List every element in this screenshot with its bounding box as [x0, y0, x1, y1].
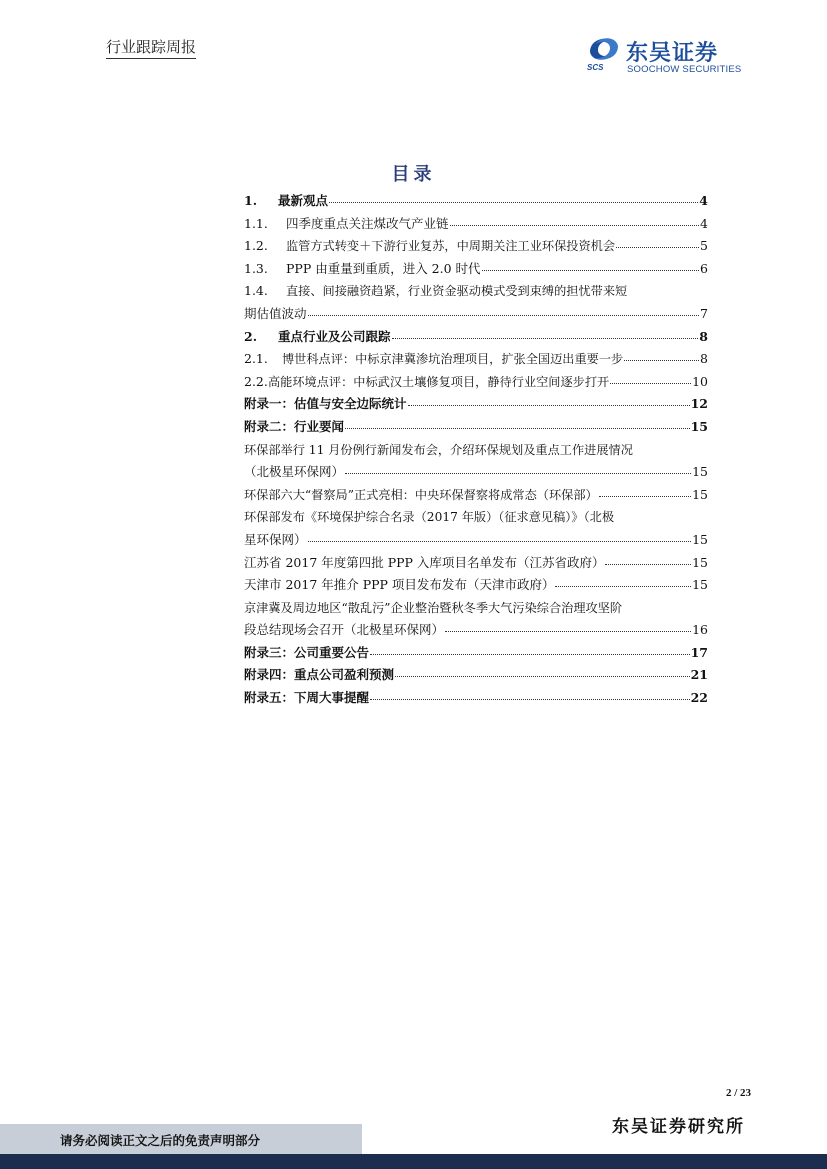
toc-entry[interactable]	[244, 506, 708, 529]
toc-leader-dots	[482, 270, 700, 271]
logo-english-name: SOOCHOW SECURITIES	[627, 64, 742, 75]
toc-leader-dots	[345, 428, 690, 429]
footer-disclaimer: 请务必阅读正文之后的免责声明部分	[60, 1133, 261, 1148]
toc-leader-dots	[395, 676, 690, 677]
toc-entry-number: 1.2.	[244, 238, 268, 254]
toc-entry-number: 1.	[244, 193, 258, 208]
toc-leader-dots	[370, 699, 690, 700]
toc-entry-label-line1: 环保部举行 11 月份例行新闻发布会，介绍环保规划及重点工作进展情况	[244, 442, 633, 457]
toc-leader-dots	[370, 654, 690, 655]
toc-entry-label: 附录三：公司重要公告	[244, 644, 370, 660]
toc-entry-label-line2: （北极星环保网）	[244, 464, 345, 480]
footer-band-dark	[0, 1154, 827, 1169]
toc-entry[interactable]	[244, 574, 708, 597]
toc-entry-label: 江苏省 2017 年度第四批 PPP 入库项目名单发布（江苏省政府）	[244, 554, 605, 570]
logo-swirl-icon	[586, 34, 622, 64]
toc-leader-dots	[450, 225, 700, 226]
toc-entry[interactable]	[244, 642, 708, 665]
toc-entry[interactable]	[244, 416, 708, 439]
toc-entry[interactable]	[244, 348, 708, 371]
toc-leader-dots	[308, 541, 692, 542]
toc-entry-label-line2: 期估值波动	[244, 305, 307, 321]
toc-entry-page: 17	[690, 644, 708, 660]
toc-entry-page: 15	[692, 577, 708, 593]
table-of-contents	[244, 190, 708, 710]
toc-entry-label-line2: 段总结现场会召开（北极星环保网）	[244, 622, 445, 638]
toc-entry-page: 4	[699, 193, 708, 208]
toc-entry[interactable]	[244, 664, 708, 687]
toc-entry-page: 15	[692, 531, 708, 547]
toc-entry-page: 5	[700, 238, 708, 254]
toc-entry-label: 附录四：重点公司盈利预测	[244, 667, 395, 683]
toc-entry[interactable]	[244, 371, 708, 394]
toc-entry-page: 4	[700, 215, 708, 231]
toc-entry-continuation[interactable]	[244, 461, 708, 484]
toc-entry[interactable]	[244, 597, 708, 620]
toc-entry-number: 1.1.	[244, 215, 268, 231]
toc-entry[interactable]	[244, 280, 708, 303]
toc-entry[interactable]	[244, 258, 708, 281]
toc-title: 目录	[391, 164, 436, 185]
toc-leader-dots	[308, 315, 700, 316]
toc-entry[interactable]	[244, 552, 708, 575]
toc-entry[interactable]	[244, 687, 708, 710]
toc-leader-dots	[408, 405, 690, 406]
toc-entry-page: 6	[700, 260, 708, 276]
toc-leader-dots	[599, 496, 691, 497]
toc-entry-page: 22	[690, 690, 708, 706]
toc-entry-page: 15	[692, 486, 708, 502]
toc-entry-label: 博世科点评：中标京津冀渗坑治理项目，扩张全国迈出重要一步	[282, 352, 624, 367]
toc-entry-label-line1: 京津冀及周边地区“散乱污”企业整治暨秋冬季大气污染综合治理攻坚阶	[244, 600, 623, 615]
toc-entry-number: 1.4.	[244, 283, 268, 299]
toc-entry-page: 8	[700, 351, 708, 367]
toc-entry-label: PPP 由重量到重质，进入 2.0 时代	[286, 260, 481, 276]
toc-leader-dots	[605, 564, 691, 565]
brand-logo	[586, 34, 756, 76]
toc-entry-page: 12	[690, 396, 708, 412]
toc-leader-dots	[392, 338, 699, 339]
logo-chinese-name: 东吴证券	[626, 41, 719, 66]
toc-entry[interactable]	[244, 190, 708, 213]
toc-entry[interactable]	[244, 484, 708, 507]
toc-leader-dots	[555, 586, 691, 587]
toc-leader-dots	[445, 631, 691, 632]
footer-org-name: 东吴证券研究所	[612, 1117, 745, 1137]
toc-entry[interactable]	[244, 326, 708, 349]
toc-entry-label-line1: 环保部发布《环境保护综合名录（2017 年版）（征求意见稿）》（北极	[244, 510, 615, 525]
toc-entry-label: 监管方式转变＋下游行业复苏，中周期关注工业环保投资机会	[286, 239, 616, 254]
toc-entry-page: 21	[690, 667, 708, 683]
toc-entry-label-line1: 直接、间接融资趋紧，行业资金驱动模式受到束缚的担忧带来短	[286, 284, 628, 299]
toc-entry-label: 最新观点	[278, 193, 329, 208]
toc-leader-dots	[616, 247, 699, 248]
toc-entry[interactable]	[244, 439, 708, 462]
toc-leader-dots	[624, 360, 699, 361]
toc-leader-dots	[345, 473, 691, 474]
toc-entry-label: 高能环境点评：中标武汉土壤修复项目，静待行业空间逐步打开	[268, 374, 610, 389]
toc-entry-label: 重点行业及公司跟踪	[278, 328, 391, 344]
toc-entry-page: 10	[692, 373, 708, 389]
toc-entry-continuation[interactable]	[244, 529, 708, 552]
toc-entry-continuation[interactable]	[244, 303, 708, 326]
toc-entry-label: 天津市 2017 年推介 PPP 项目发布发布（天津市政府）	[244, 577, 555, 593]
toc-entry-page: 15	[692, 464, 708, 480]
page-indicator: 2 / 23	[726, 1087, 752, 1099]
toc-entry-label-line2: 星环保网）	[244, 531, 307, 547]
toc-entry-number: 2.2.	[244, 373, 268, 389]
toc-entry-number: 1.3.	[244, 260, 268, 276]
toc-entry-page: 8	[699, 328, 708, 344]
toc-entry-number: 2.1.	[244, 351, 268, 367]
toc-entry-number: 2.	[244, 328, 258, 344]
toc-entry-page: 15	[692, 554, 708, 570]
toc-entry-page: 16	[692, 622, 708, 638]
toc-entry[interactable]	[244, 393, 708, 416]
toc-entry[interactable]	[244, 235, 708, 258]
report-type-header: 行业跟踪周报	[106, 36, 196, 59]
logo-abbreviation: SCS	[587, 63, 604, 72]
toc-entry-label: 环保部六大“督察局”正式亮相：中央环保督察将成常态（环保部）	[244, 487, 598, 502]
toc-leader-dots	[610, 383, 691, 384]
toc-entry[interactable]	[244, 213, 708, 236]
toc-leader-dots	[329, 202, 698, 203]
toc-entry-page: 15	[690, 418, 708, 434]
toc-entry-label: 附录五：下周大事提醒	[244, 690, 370, 706]
toc-entry-page: 7	[700, 305, 708, 321]
toc-entry-label: 附录一：估值与安全边际统计	[244, 396, 407, 412]
toc-entry-label: 附录二：行业要闻	[244, 418, 345, 434]
toc-entry-label: 四季度重点关注煤改气产业链	[286, 215, 449, 231]
toc-entry-continuation[interactable]	[244, 619, 708, 642]
